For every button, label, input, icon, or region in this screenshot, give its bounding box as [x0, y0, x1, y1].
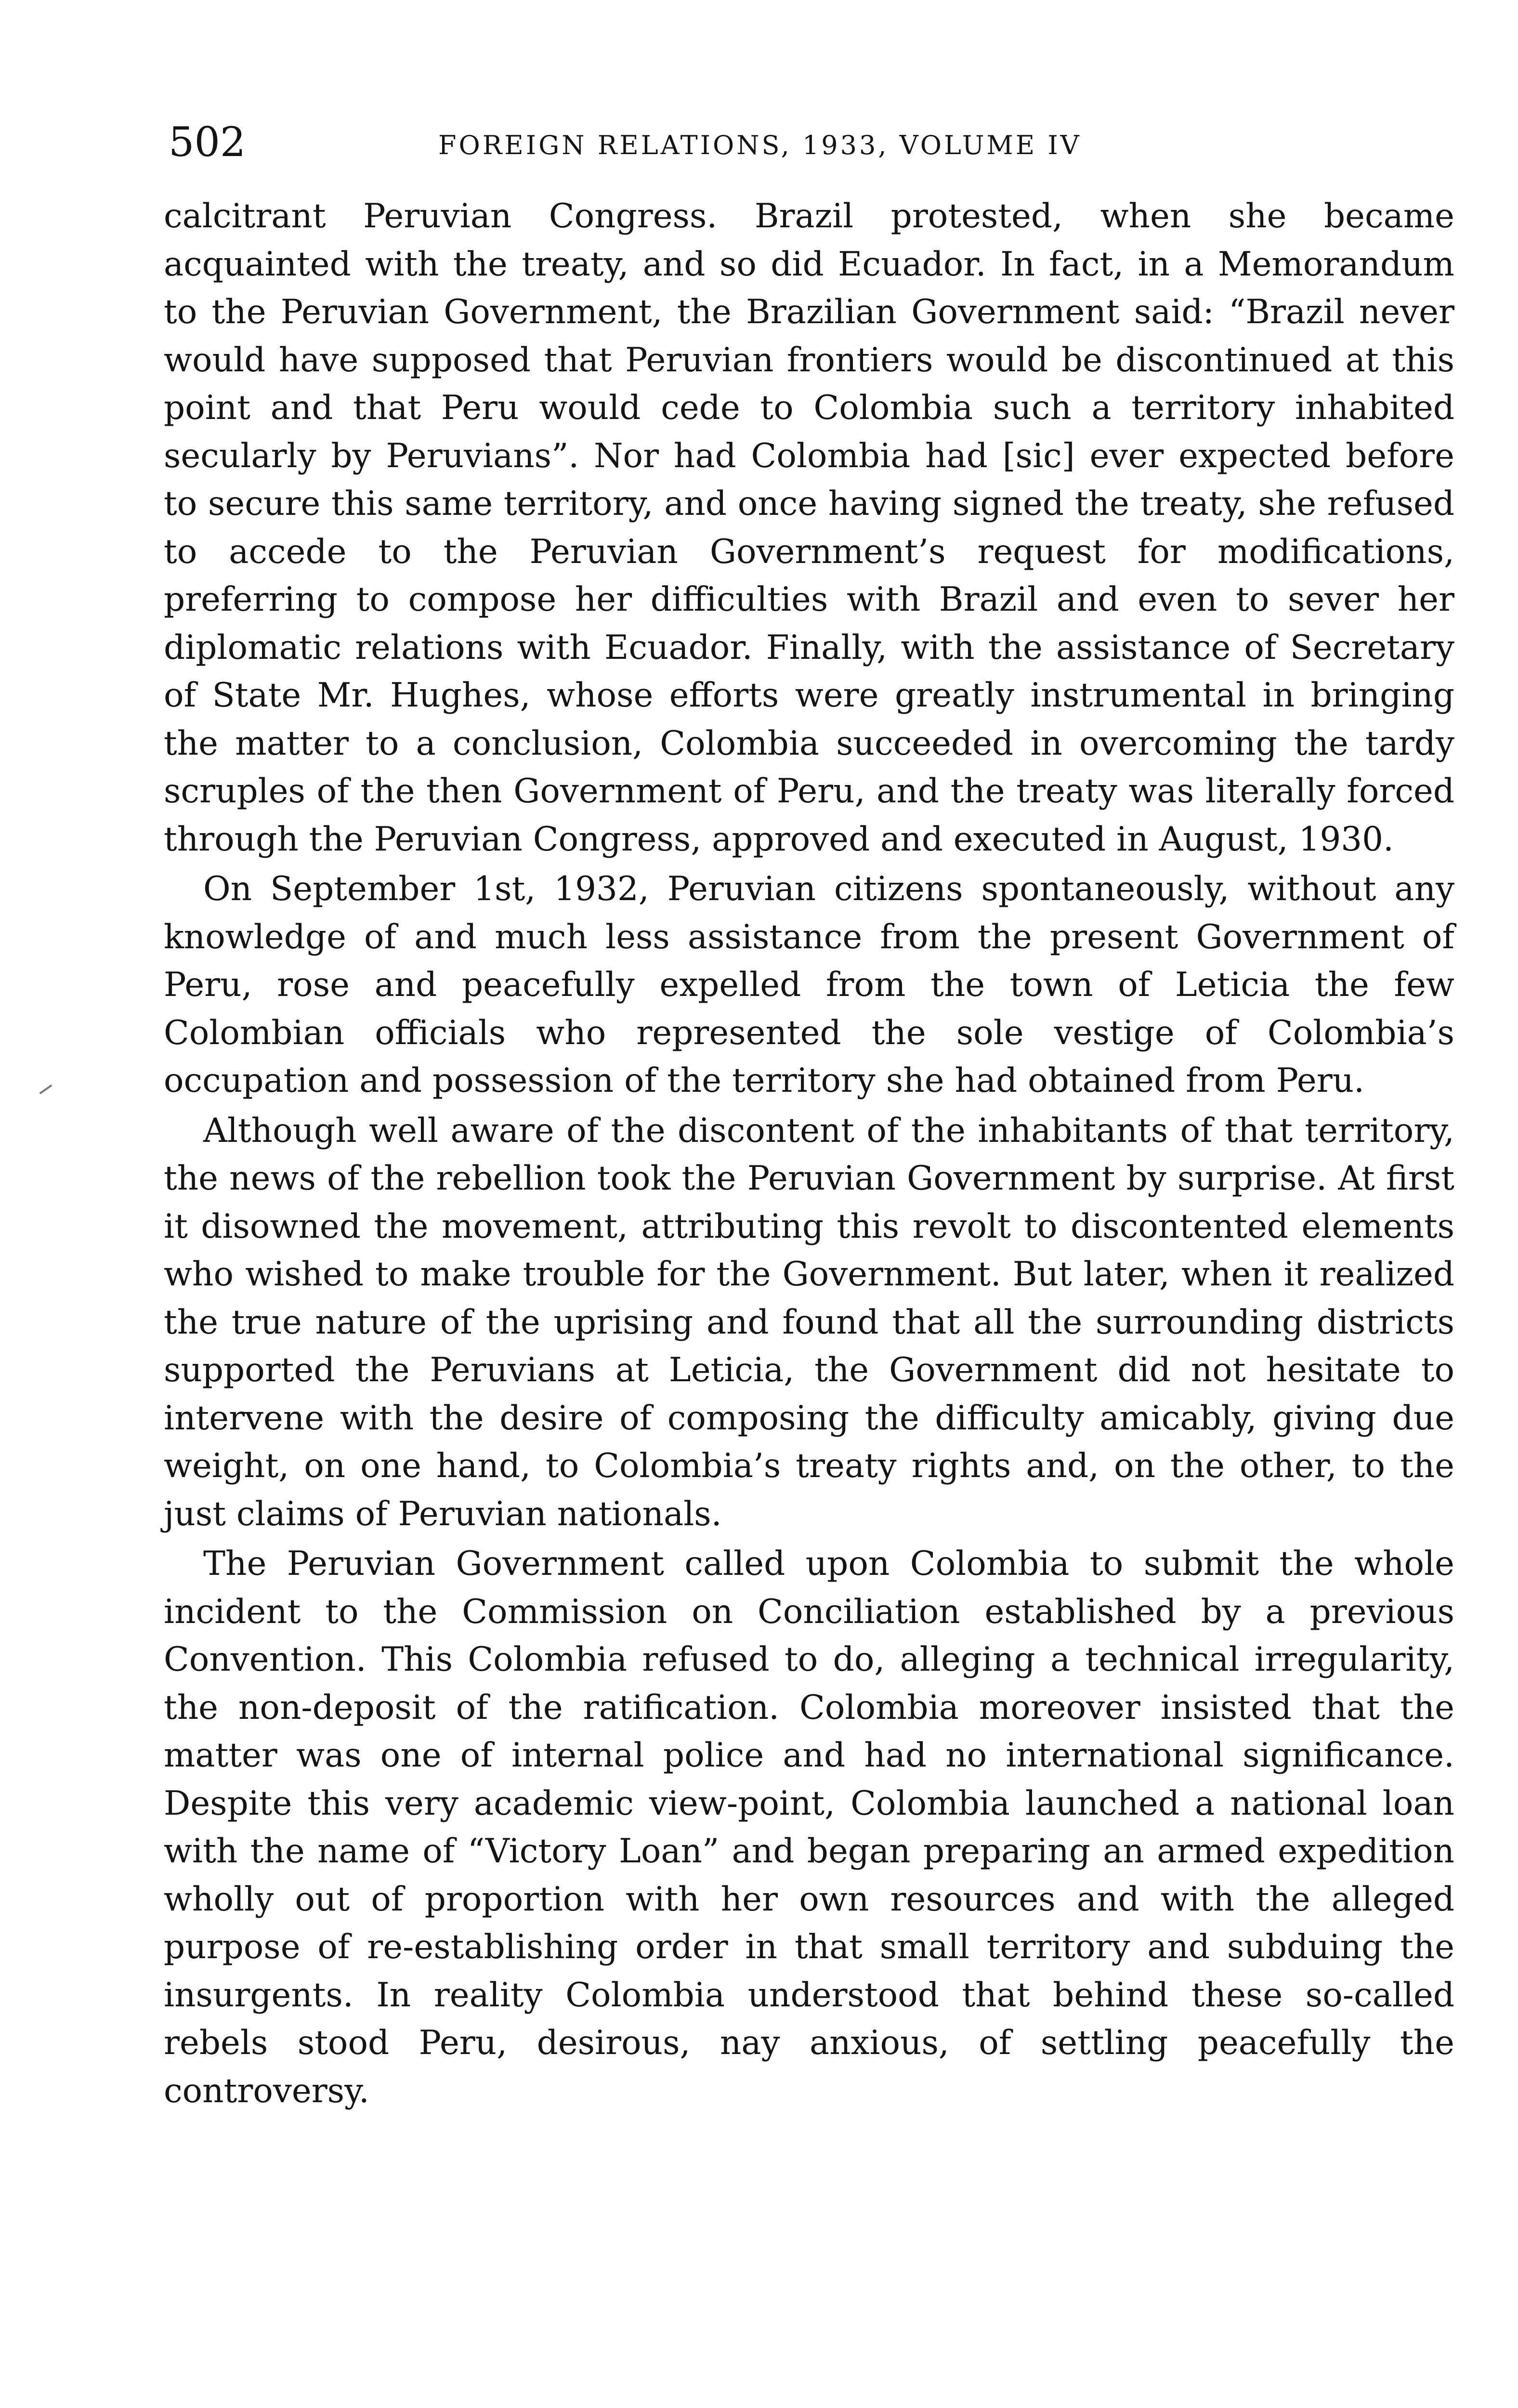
running-head: FOREIGN RELATIONS, 1933, VOLUME IV — [438, 130, 1082, 160]
paragraph: On September 1st, 1932, Peruvian citizens spontaneously, without any knowledge of and much less assistance from the present Government of Peru, rose and peacefully expelled from the town of Leticia the few Colombian officials who represented the sole vestige of Colombia’s occupation and possession of the territory she had obtained from Peru. — [164, 870, 1454, 1100]
page-number: 502 — [169, 118, 246, 166]
paragraph: The Peruvian Government called upon Colombia to submit the whole incident to the Commission on Conciliation established by a previous Convention. This Colombia refused to do, alleging a technical irregularity, the non-deposit of the ratification. Colombia moreover insisted that the matter was one of internal police and had no international significance. Despite this very academic view-point, Colombia launched a national loan with the name of “Victory Loan” and began preparing an armed expedition wholly out of proportion with her own resources and with the alleged purpose of re-establishing order in that small territory and subduing the insurgents. In reality Colombia understood that behind these so-called rebels stood Peru, desirous, nay anxious, of settling peacefully the controversy. — [164, 1544, 1454, 2110]
margin-pencil-mark — [39, 1085, 52, 1094]
paragraph: Although well aware of the discontent of the inhabitants of that territory, the news of the rebellion took the Peruvian Government by surprise. At first it disowned the movement, attributing this revolt to discontented elements who wished to make trouble for the Government. But later, when it realized the true nature of the uprising and found that all the surrounding districts supported the Peruvians at Leticia, the Government did not hesitate to intervene with the desire of composing the difficulty amicably, giving due weight, on one hand, to Colombia’s treaty rights and, on the other, to the just claims of Peruvian nationals. — [164, 1111, 1454, 1533]
document-page — [164, 116, 1454, 2408]
paragraph-continuation: calcitrant Peruvian Congress. Brazil protested, when she became acquainted with the treaty, and so did Ecuador. In fact, in a Memorandum to the Peruvian Government, the Brazilian Government said: “Brazil never would have supposed that Peruvian frontiers would be discontinued at this point and that Peru would cede to Colombia such a territory inhabited secularly by Peruvians”. Nor had Colombia had [sic] ever expected before to secure this same territory, and once having signed the treaty, she refused to accede to the Peruvian Government’s request for modifications, preferring to compose her difficulties with Brazil and even to sever her diplomatic relations with Ecuador. Finally, with the assistance of Secretary of State Mr. Hughes, whose efforts were greatly instrumental in bringing the matter to a conclusion, Colombia succeeded in overcoming the tardy scruples of the then Government of Peru, and the treaty was literally forced through the Peruvian Congress, approved and executed in August, 1930. — [164, 197, 1454, 859]
body-text — [164, 193, 1454, 2115]
page-header — [164, 116, 1454, 173]
